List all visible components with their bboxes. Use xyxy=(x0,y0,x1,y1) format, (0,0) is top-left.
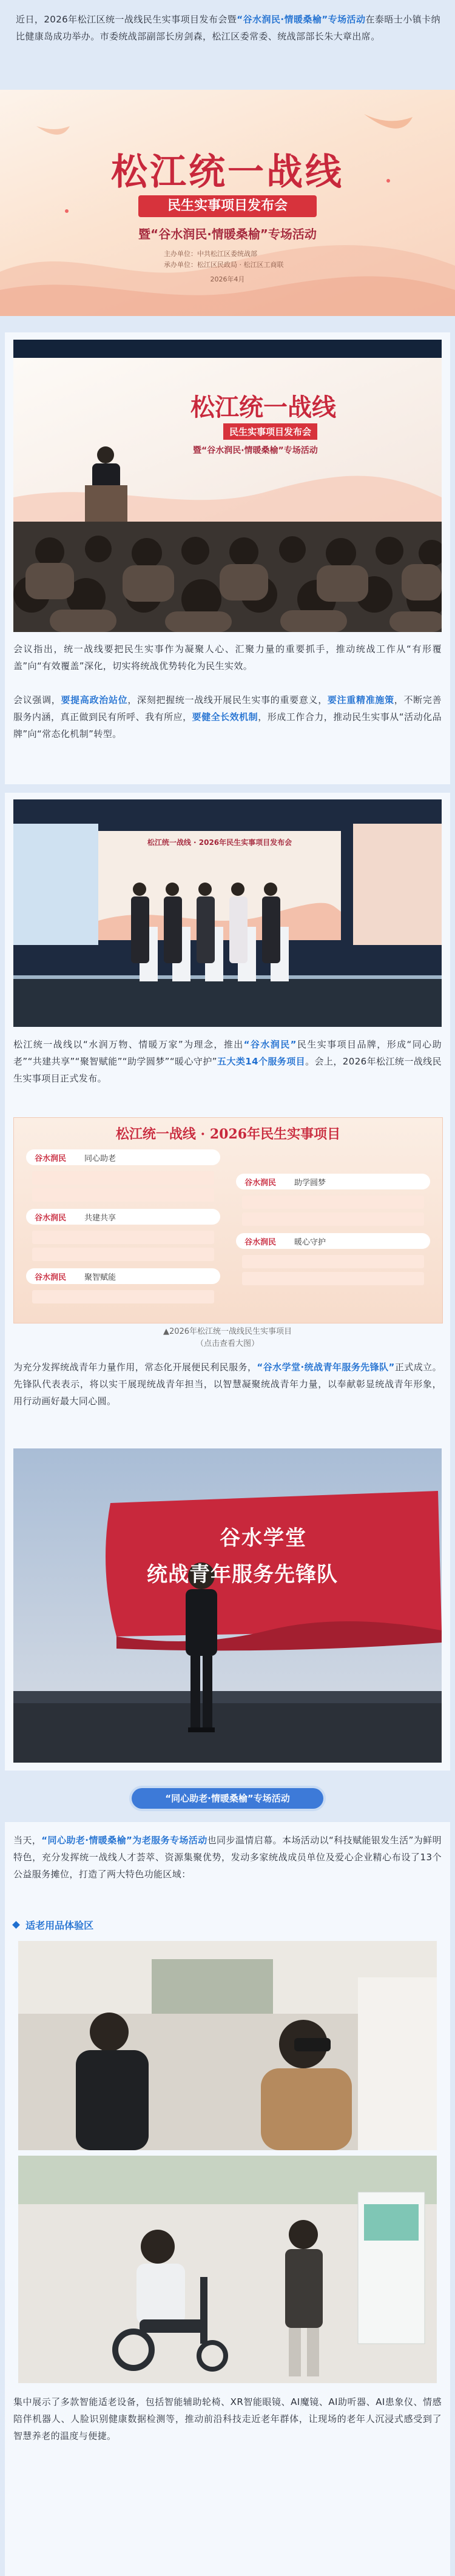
poster-column-right xyxy=(236,1149,430,1314)
para2-highlight-2: 要注重精准施策 xyxy=(327,694,394,705)
intro-paragraph xyxy=(16,11,440,45)
para2-highlight-3: 要健全长效机制 xyxy=(192,711,258,722)
poster-category-label-5: 暖心守护 xyxy=(294,1238,326,1247)
poster-row xyxy=(242,1255,424,1268)
meeting-photo xyxy=(13,340,442,632)
section-pill xyxy=(132,1788,323,1809)
poster-row xyxy=(32,1248,214,1261)
para3-text-1: 松江统一战线以“水润万物、情暖万家”为理念，推出 xyxy=(13,1039,244,1050)
para2-text-1: 会议强调， xyxy=(13,694,61,705)
para3-text-2: 民生实事项目品牌，形成“同心助老”“共建共享”“聚智赋能”“助学圆梦”“暖心守护” xyxy=(13,1039,442,1067)
meeting-stage-title: 松江统一战线 xyxy=(190,393,336,422)
meeting-stage-subtitle: 民生实事项目发布会 xyxy=(223,423,317,440)
poster-caption-line2[interactable]: （点击查看大图） xyxy=(195,1339,259,1348)
poster-title: 松江统一战线 · 2026年民生实事项目 xyxy=(115,1126,341,1142)
banner-host: 主办单位：中共松江区委统战部 xyxy=(164,250,257,258)
poster-caption-line1: ▲2026年松江统一战线民生实事项目 xyxy=(163,1327,292,1336)
para2-text-4: ，形成工作合力，推动民生实事从“活动化品牌”向“常态化机制”转型。 xyxy=(13,711,442,739)
paragraph-brand-launch xyxy=(13,1036,442,1087)
para2-highlight-1: 要提高政治站位 xyxy=(61,694,128,705)
section-header-elderly xyxy=(0,1783,455,1814)
poster-caption xyxy=(13,1326,442,1350)
flag-scene xyxy=(13,1448,442,1763)
xr-scene xyxy=(18,1941,437,2150)
para5-text-2: 也同步温情启幕。本场活动以“科技赋能银发生活”为鲜明特色，充分发挥统一战线人才荟萃、资源集聚优势，发动多家统战成员单位及爱心企业精心布设了13个公益服务摊位，打造了两大特色功能区域： xyxy=(13,1835,442,1880)
poster-column-left xyxy=(26,1149,220,1314)
poster-row xyxy=(242,1212,424,1226)
poster-row xyxy=(32,1231,214,1244)
launch-stage-label: 松江统一战线 · 2026年民生实事项目发布会 xyxy=(147,838,292,847)
banner-title: 松江统一战线 xyxy=(111,151,344,193)
para3-highlight-1: “谷水润民” xyxy=(243,1039,297,1050)
project-poster[interactable] xyxy=(13,1117,443,1323)
section-pill-label: “同心助老·情暖桑榆”专场活动 xyxy=(165,1793,290,1804)
para4-text-1: 为充分发挥统战青年力量作用，常态化开展便民利民服务， xyxy=(13,1362,257,1373)
para5-text-1: 当天， xyxy=(13,1835,42,1846)
poster-category-label-4: 助学圆梦 xyxy=(294,1179,326,1188)
banner-date: 2026年4月 xyxy=(210,275,245,283)
flag-text-line1: 谷水学堂 xyxy=(220,1526,307,1550)
poster-brand-2: 谷水润民 xyxy=(35,1214,67,1223)
poster-row xyxy=(32,1188,214,1202)
poster-category-2 xyxy=(26,1209,220,1225)
paragraph-youth-team xyxy=(13,1359,442,1410)
poster-row xyxy=(242,1272,424,1285)
poster-brand-1: 谷水润民 xyxy=(35,1154,67,1163)
wheelchair-scene xyxy=(18,2156,437,2383)
banner-subtitle: 民生实事项目发布会 xyxy=(167,198,288,214)
subsection-heading xyxy=(13,1918,93,1935)
poster-brand-4: 谷水润民 xyxy=(244,1179,277,1188)
launch-scene xyxy=(13,799,442,1027)
poster-category-label-2: 共建共享 xyxy=(84,1214,116,1223)
poster-category-1 xyxy=(26,1149,220,1165)
para5-highlight-1: “同心助老·情暖桑榆”为老服务专场活动 xyxy=(41,1835,207,1846)
poster-category-3 xyxy=(26,1268,220,1284)
intro-highlight: “谷水润民·情暖桑榆”专场活动 xyxy=(237,14,366,25)
poster-brand-5: 谷水润民 xyxy=(244,1238,277,1247)
intro-text: 近日，2026年松江区统一战线民生实事项目发布会暨 xyxy=(16,14,237,25)
smart-wheelchair-photo xyxy=(18,2156,437,2383)
banner-line2: 暨“谷水润民·情暖桑榆”专场活动 xyxy=(138,227,317,241)
meeting-scene xyxy=(13,340,442,632)
poster-row xyxy=(242,1196,424,1209)
para3-highlight-2: 五大类14个服务项目 xyxy=(217,1056,306,1067)
intro-text-after: 在泰晤士小镇卡纳比健康岛成功举办。市委统战部副部长房剑森，松江区委常委、统战部部长朱大章出席。 xyxy=(16,14,441,42)
poster-category-label-3: 聚智赋能 xyxy=(84,1273,116,1282)
poster-category-4 xyxy=(236,1174,430,1189)
poster-row xyxy=(32,1171,214,1185)
para4-highlight-1: “谷水学堂·统战青年服务先锋队” xyxy=(257,1362,395,1373)
flag-ceremony-photo xyxy=(13,1448,442,1763)
para4-text-2: 正式成立。先锋队代表表示，将以实干展现统战青年担当，以智慧凝聚统战青年力量，以奉献彰显统战青年形象，用行动画好最大同心圆。 xyxy=(13,1362,442,1407)
flag-text-line2: 统战青年服务先锋队 xyxy=(147,1562,338,1587)
paragraph-elderly-event xyxy=(13,1832,442,1883)
paragraph-meeting-emphasis xyxy=(13,691,442,742)
meeting-stage-line2: 暨“谷水润民·情暖桑榆”专场活动 xyxy=(193,446,318,456)
paragraph-meeting-points: 会议指出，统一战线要把民生实事作为凝聚人心、汇聚力量的重要抓手，推动统战工作从“有形覆盖”向“有效覆盖”深化，切实将统战优势转化为民生实效。 xyxy=(13,644,442,671)
poster-category-label-1: 同心助老 xyxy=(84,1154,116,1163)
poster-row xyxy=(32,1290,214,1303)
para3-text-3: 。会上，2026年松江统一战线民生实事项目正式发布。 xyxy=(13,1056,442,1084)
poster-category-5 xyxy=(236,1233,430,1249)
paragraph-devices: 集中展示了多款智能适老设备，包括智能辅助轮椅、XR智能眼镜、AI魔镜、AI助听器、AI患象仪、情感陪伴机器人、人脸识别健康数据检测等，推动前沿科技走近老年群体，让现场的老年人沉浸式感受到了智慧养老的温度与便捷。 xyxy=(13,2396,442,2441)
poster-brand-3: 谷水润民 xyxy=(35,1273,67,1282)
subsection-title: 适老用品体验区 xyxy=(25,1920,94,1931)
launch-ceremony-photo xyxy=(13,799,442,1027)
para2-text-3: ，不断完善服务内涵，真正做到民有所呼、我有所应， xyxy=(13,694,442,722)
event-banner xyxy=(0,90,455,316)
banner-subtitle-pill xyxy=(138,195,317,217)
xr-glasses-photo xyxy=(18,1941,437,2150)
diamond-icon xyxy=(12,1921,20,1929)
para2-text-2: ，深刻把握统一战线开展民生实事的重要意义， xyxy=(127,694,328,705)
banner-org: 承办单位：松江区民政局 · 松江区工商联 xyxy=(164,261,284,269)
